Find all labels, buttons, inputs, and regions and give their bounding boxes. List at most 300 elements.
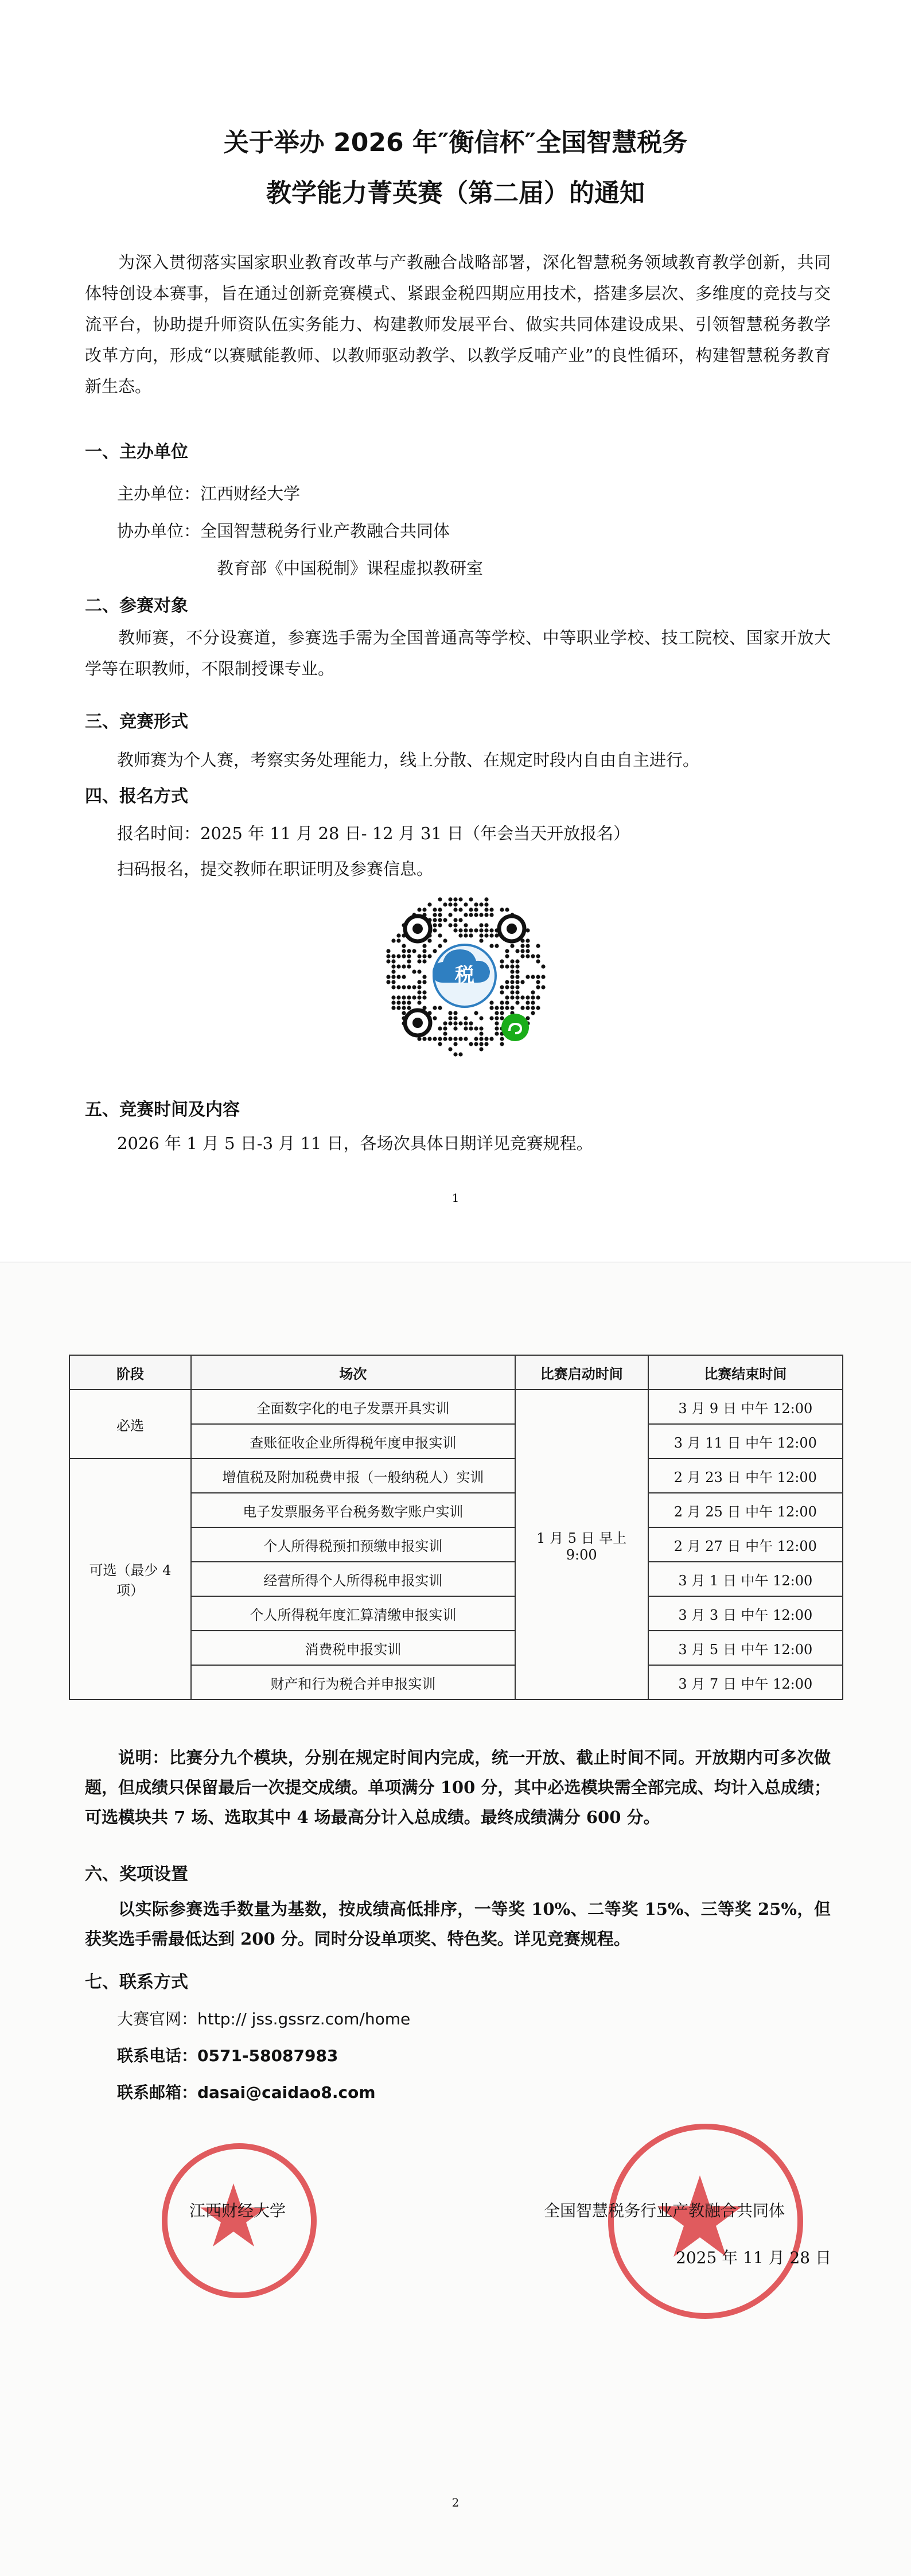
contact-website[interactable]: 大赛官网：http:// jss.gssrz.com/home xyxy=(117,2009,411,2028)
qr-dot xyxy=(484,902,488,906)
session-name: 查账征收企业所得税年度申报实训 xyxy=(191,1424,515,1458)
qr-dot xyxy=(396,995,400,999)
qr-dot xyxy=(464,1016,468,1020)
co-host-unit-1: 协办单位：全国智慧税务行业产教融合共同体 xyxy=(117,521,450,541)
qr-dot xyxy=(474,928,478,932)
section-2-text: 教师赛，不分设赛道，参赛选手需为全国普通高等学校、中等职业学校、技工院校、国家开放大学等在职教师，不限制授课专业。 xyxy=(85,628,831,678)
header-stage: 阶段 xyxy=(69,1355,191,1390)
qr-dot xyxy=(510,1006,514,1010)
qr-dot xyxy=(531,1006,535,1010)
qr-dot xyxy=(464,913,468,917)
section-5-heading: 五、竞赛时间及内容 xyxy=(85,1100,240,1120)
qr-dot xyxy=(541,964,545,968)
qr-dot xyxy=(422,1037,426,1041)
qr-dot xyxy=(433,949,437,953)
qr-dot xyxy=(458,928,462,932)
qr-dot xyxy=(541,985,545,989)
qr-dot xyxy=(412,985,416,989)
qr-dot xyxy=(417,959,421,963)
qr-dot xyxy=(510,990,514,994)
qr-dot xyxy=(515,975,519,979)
qr-dot xyxy=(438,1026,442,1030)
session-name: 财产和行为税合并申报实训 xyxy=(191,1665,515,1700)
qr-dot xyxy=(407,1000,411,1004)
qr-dot xyxy=(433,907,437,911)
qr-dot xyxy=(484,1042,488,1046)
qr-dot xyxy=(515,985,519,989)
qr-dot xyxy=(402,1006,406,1010)
qr-dot xyxy=(453,902,457,906)
qr-dot xyxy=(402,949,406,953)
qr-dot xyxy=(448,1047,452,1051)
qr-dot xyxy=(515,995,519,999)
qr-dot xyxy=(458,1021,462,1025)
qr-dot xyxy=(479,1037,483,1041)
qr-dot xyxy=(500,907,504,911)
co-host-unit-2: 教育部《中国税制》课程虚拟教研室 xyxy=(217,558,484,578)
qr-dot xyxy=(448,1016,452,1020)
qr-dot xyxy=(433,1037,437,1041)
qr-dot xyxy=(464,923,468,927)
qr-dot xyxy=(536,954,540,958)
qr-dot xyxy=(464,1037,468,1041)
qr-dot xyxy=(520,980,524,984)
header-end-time: 比赛结束时间 xyxy=(648,1355,843,1390)
qr-dot xyxy=(417,985,421,989)
qr-dot xyxy=(520,1006,524,1010)
qr-dot xyxy=(453,928,457,932)
qr-dot xyxy=(448,1021,452,1025)
qr-dot xyxy=(433,918,437,922)
qr-dot xyxy=(458,897,462,901)
qr-dot xyxy=(448,1037,452,1041)
qr-dot xyxy=(391,980,395,984)
qr-dot xyxy=(520,949,524,953)
qr-dot xyxy=(484,897,488,901)
qr-dot xyxy=(510,944,514,948)
qr-dot xyxy=(402,985,406,989)
qr-dot xyxy=(479,1042,483,1046)
qr-dot xyxy=(525,949,530,953)
qr-dot xyxy=(438,1037,442,1041)
section-3-text: 教师赛为个人赛，考察实务处理能力，线上分散、在规定时段内自由自主进行。 xyxy=(117,750,700,770)
qr-dot xyxy=(443,902,447,906)
qr-dot xyxy=(391,938,395,942)
qr-dot xyxy=(402,1000,406,1004)
session-name: 消费税申报实训 xyxy=(191,1631,515,1665)
signature-org-2: 全国智慧税务行业产教融合共同体 xyxy=(544,2201,785,2220)
qr-dot xyxy=(515,949,519,953)
qr-dot xyxy=(505,985,509,989)
qr-dot xyxy=(536,1006,540,1010)
qr-dot xyxy=(479,913,483,917)
qr-dot xyxy=(391,985,395,989)
qr-dot xyxy=(474,902,478,906)
qr-dot xyxy=(464,928,468,932)
qr-dot xyxy=(536,944,540,948)
page-1 xyxy=(0,0,911,1263)
qr-dot xyxy=(500,1011,504,1015)
qr-dot xyxy=(536,959,540,963)
qr-dot xyxy=(386,949,390,953)
qr-dot xyxy=(469,928,473,932)
qr-dot xyxy=(500,1016,504,1020)
qr-dot xyxy=(458,1052,462,1056)
qr-dot xyxy=(453,918,457,922)
qr-dot xyxy=(402,975,406,979)
qr-dot xyxy=(396,1006,400,1010)
qr-dot xyxy=(386,954,390,958)
qr-dot xyxy=(489,1000,493,1004)
qr-dot xyxy=(505,949,509,953)
qr-dot xyxy=(391,969,395,973)
qr-dot xyxy=(396,964,400,968)
qr-dot xyxy=(505,980,509,984)
end-time: 3 月 5 日 中午 12:00 xyxy=(648,1631,843,1665)
header-session: 场次 xyxy=(191,1355,515,1390)
signature-date: 2025 年 11 月 28 日 xyxy=(676,2248,832,2267)
section-6-text: 以实际参赛选手数量为基数，按成绩高低排序，一等奖 10%、二等奖 15%、三等奖 25%，但获奖选手需最低达到 200 分。同时分设单项奖、特色奖。详见竞赛规程。 xyxy=(85,1899,831,1949)
qr-dot xyxy=(453,1016,457,1020)
table-row xyxy=(69,1458,843,1493)
qr-dot xyxy=(443,1037,447,1041)
section-2-heading: 二、参赛对象 xyxy=(85,596,188,616)
qr-dot xyxy=(453,1021,457,1025)
qr-dot xyxy=(536,995,540,999)
qr-dot xyxy=(510,964,514,968)
qr-dot xyxy=(495,944,499,948)
session-name: 个人所得税预扣预缴申报实训 xyxy=(191,1527,515,1562)
signature-org-1: 江西财经大学 xyxy=(189,2201,286,2220)
qr-dot xyxy=(438,923,442,927)
qr-dot xyxy=(438,913,442,917)
qr-dot xyxy=(391,1000,395,1004)
qr-dot xyxy=(453,923,457,927)
qr-dot xyxy=(505,1006,509,1010)
qr-dot xyxy=(422,907,426,911)
qr-dot xyxy=(500,959,504,963)
qr-dot xyxy=(464,1026,468,1030)
qr-dot xyxy=(422,990,426,994)
qr-dot xyxy=(453,907,457,911)
qr-dot xyxy=(396,975,400,979)
qr-dot xyxy=(505,954,509,958)
qr-dot xyxy=(412,995,416,999)
session-name: 电子发票服务平台税务数字账户实训 xyxy=(191,1493,515,1527)
scoring-note: 说明：比赛分九个模块，分别在规定时间内完成，统一开放、截止时间不同。开放期内可多次做题，但成绩只保留最后一次提交成绩。单项满分 100 分，其中必选模块需全部完成、均计入总成绩；可选模块共 7 场、选取其中 4 场最高分计入总成绩。最终成绩满分 600 分。 xyxy=(85,1748,831,1827)
qr-dot xyxy=(422,995,426,999)
qr-dot xyxy=(422,949,426,953)
qr-dot xyxy=(417,1000,421,1004)
qr-dot xyxy=(484,913,488,917)
qr-dot xyxy=(407,985,411,989)
stage-optional: 可选（最少 4 项） xyxy=(69,1458,191,1700)
qr-dot xyxy=(495,1016,499,1020)
qr-dot xyxy=(407,964,411,968)
qr-dot xyxy=(474,1026,478,1030)
qr-finder-core xyxy=(507,924,517,934)
qr-dot xyxy=(484,907,488,911)
qr-dot xyxy=(438,1042,442,1046)
qr-dot xyxy=(510,959,514,963)
title-line-1: 关于举办 2026 年″衡信杯″全国智慧税务 xyxy=(223,128,688,157)
qr-finder-core xyxy=(412,1018,423,1028)
qr-dot xyxy=(500,1000,504,1004)
qr-dot xyxy=(443,1031,447,1035)
section-3-heading: 三、竞赛形式 xyxy=(85,712,188,732)
qr-dot xyxy=(515,959,519,963)
qr-dot xyxy=(417,990,421,994)
end-time: 2 月 27 日 中午 12:00 xyxy=(648,1527,843,1562)
qr-dot xyxy=(458,933,462,937)
qr-dot xyxy=(484,1037,488,1041)
qr-dot xyxy=(433,1006,437,1010)
section-5-text: 2026 年 1 月 5 日-3 月 11 日，各场次具体日期详见竞赛规程。 xyxy=(117,1134,593,1153)
qr-dot xyxy=(536,985,540,989)
qr-dot xyxy=(515,1000,519,1004)
qr-dot xyxy=(531,1000,535,1004)
qr-dot xyxy=(433,923,437,927)
qr-dot xyxy=(396,938,400,942)
qr-dot xyxy=(510,985,514,989)
qr-dot xyxy=(391,975,395,979)
qr-dot xyxy=(391,959,395,963)
qr-dot xyxy=(391,1006,395,1010)
section-4-heading: 四、报名方式 xyxy=(85,786,188,806)
seal-community xyxy=(608,2124,803,2319)
section-7-heading: 七、联系方式 xyxy=(85,1972,188,1992)
qr-dot xyxy=(417,954,421,958)
qr-dot xyxy=(402,944,406,948)
qr-dot xyxy=(479,1031,483,1035)
qr-dot xyxy=(402,995,406,999)
qr-dot xyxy=(448,897,452,901)
qr-dot xyxy=(396,1000,400,1004)
qr-dot xyxy=(386,975,390,979)
page-number-1: 1 xyxy=(451,1191,460,1205)
qr-dot xyxy=(453,897,457,901)
qr-dot xyxy=(515,964,519,968)
qr-dot xyxy=(422,944,426,948)
qr-dot xyxy=(536,975,540,979)
qr-dot xyxy=(438,944,442,948)
qr-dot xyxy=(479,1016,483,1020)
qr-dot xyxy=(396,954,400,958)
qr-dot xyxy=(515,969,519,973)
mini-program-icon xyxy=(501,1014,529,1041)
qr-dot xyxy=(402,964,406,968)
end-time: 2 月 25 日 中午 12:00 xyxy=(648,1493,843,1527)
qr-dot xyxy=(510,980,514,984)
session-name: 经营所得个人所得税申报实训 xyxy=(191,1562,515,1596)
qr-dot xyxy=(474,913,478,917)
qr-dot xyxy=(458,918,462,922)
session-name: 全面数字化的电子发票开具实训 xyxy=(191,1390,515,1424)
qr-dot xyxy=(489,907,493,911)
qr-dot xyxy=(474,907,478,911)
host-unit: 主办单位：江西财经大学 xyxy=(117,484,301,503)
qr-dot xyxy=(531,990,535,994)
qr-dot xyxy=(489,1006,493,1010)
header-start-time: 比赛启动时间 xyxy=(515,1355,648,1390)
qr-dot xyxy=(479,938,483,942)
qr-dot xyxy=(495,1021,499,1025)
qr-dot xyxy=(479,1026,483,1030)
qr-dot xyxy=(386,959,390,963)
qr-dot xyxy=(448,913,452,917)
qr-dot xyxy=(515,990,519,994)
contact-email[interactable]: 联系邮箱：dasai@caidao8.com xyxy=(117,2083,376,2102)
qr-dot xyxy=(469,1021,473,1025)
qr-dot xyxy=(474,1037,478,1041)
end-time: 3 月 3 日 中午 12:00 xyxy=(648,1596,843,1631)
qr-dot xyxy=(479,928,483,932)
qr-dot xyxy=(484,923,488,927)
qr-dot xyxy=(510,975,514,979)
qr-dot xyxy=(453,1037,457,1041)
page-number-2: 2 xyxy=(451,2496,460,2509)
qr-dot xyxy=(469,1042,473,1046)
qr-dot xyxy=(433,928,437,932)
qr-dot xyxy=(453,1052,457,1056)
qr-dot xyxy=(531,1011,535,1015)
table-header-row xyxy=(69,1355,843,1390)
stage-required: 必选 xyxy=(69,1390,191,1458)
qr-dot xyxy=(438,897,442,901)
qr-dot xyxy=(500,1037,504,1041)
qr-dot xyxy=(417,995,421,999)
qr-dot xyxy=(443,1026,447,1030)
qr-dot xyxy=(464,1021,468,1025)
qr-dot xyxy=(453,1026,457,1030)
qr-dot xyxy=(391,954,395,958)
qr-center-glyph: 税 xyxy=(455,964,474,987)
qr-dot xyxy=(525,995,530,999)
qr-dot xyxy=(396,985,400,989)
registration-instructions: 扫码报名，提交教师在职证明及参赛信息。 xyxy=(117,859,434,879)
qr-dot xyxy=(495,1031,499,1035)
qr-dot xyxy=(407,1006,411,1010)
qr-dot xyxy=(531,995,535,999)
qr-dot xyxy=(489,944,493,948)
qr-dot xyxy=(453,1042,457,1046)
start-time: 1 月 5 日 早上 9:00 xyxy=(515,1390,648,1700)
qr-dot xyxy=(438,1006,442,1010)
qr-dot xyxy=(520,944,524,948)
table-row xyxy=(69,1390,843,1424)
qr-dot xyxy=(438,933,442,937)
qr-dot xyxy=(479,902,483,906)
qr-dot xyxy=(402,954,406,958)
contact-phone: 联系电话：0571-58087983 xyxy=(117,2046,338,2065)
qr-dot xyxy=(443,938,447,942)
qr-dot xyxy=(407,995,411,999)
registration-qr-code[interactable] xyxy=(379,890,551,1062)
qr-dot xyxy=(469,1026,473,1030)
end-time: 3 月 7 日 中午 12:00 xyxy=(648,1665,843,1700)
qr-dot xyxy=(448,902,452,906)
qr-dot xyxy=(422,980,426,984)
qr-dot xyxy=(500,964,504,968)
qr-dot xyxy=(427,954,431,958)
qr-dot xyxy=(407,959,411,963)
qr-dot xyxy=(469,907,473,911)
qr-dot xyxy=(417,980,421,984)
qr-dot xyxy=(531,975,535,979)
qr-dot xyxy=(474,1011,478,1015)
qr-dot xyxy=(484,933,488,937)
qr-dot xyxy=(500,990,504,994)
qr-dot xyxy=(412,969,416,973)
qr-dot xyxy=(520,995,524,999)
registration-time: 报名时间：2025 年 11 月 28 日- 12 月 31 日（年会当天开放报名） xyxy=(117,824,630,843)
qr-dot xyxy=(489,928,493,932)
qr-dot xyxy=(438,907,442,911)
qr-dot xyxy=(525,944,530,948)
qr-dot xyxy=(510,995,514,999)
qr-dot xyxy=(525,1000,530,1004)
qr-dot xyxy=(412,949,416,953)
qr-dot xyxy=(391,964,395,968)
qr-dot xyxy=(427,1037,431,1041)
qr-dot xyxy=(458,1037,462,1041)
page-2 xyxy=(0,1263,911,2576)
qr-dot xyxy=(433,1016,437,1020)
qr-dot xyxy=(443,918,447,922)
qr-dot xyxy=(495,1011,499,1015)
qr-dot xyxy=(402,1011,406,1015)
qr-dot xyxy=(489,913,493,917)
qr-dot xyxy=(469,913,473,917)
qr-dot xyxy=(427,902,431,906)
qr-dot xyxy=(489,1016,493,1020)
qr-dot xyxy=(427,938,431,942)
qr-dot xyxy=(448,923,452,927)
qr-dot xyxy=(422,975,426,979)
qr-dot xyxy=(443,1021,447,1025)
qr-dot xyxy=(520,954,524,958)
qr-dot xyxy=(505,964,509,968)
qr-finder-core xyxy=(412,924,423,934)
qr-dot xyxy=(453,1011,457,1015)
qr-dot xyxy=(407,949,411,953)
qr-dot xyxy=(484,928,488,932)
qr-dot xyxy=(541,975,545,979)
session-name: 个人所得税年度汇算清缴申报实训 xyxy=(191,1596,515,1631)
schedule-table xyxy=(69,1355,843,1700)
end-time: 3 月 1 日 中午 12:00 xyxy=(648,1562,843,1596)
qr-dot xyxy=(525,938,530,942)
qr-dot xyxy=(479,933,483,937)
qr-dot xyxy=(407,954,411,958)
qr-dot xyxy=(417,907,421,911)
qr-dot xyxy=(464,902,468,906)
qr-dot xyxy=(500,1042,504,1046)
qr-dot xyxy=(469,933,473,937)
qr-dot xyxy=(448,1011,452,1015)
qr-dot xyxy=(525,975,530,979)
qr-dot xyxy=(479,923,483,927)
qr-dot xyxy=(479,1047,483,1051)
qr-dot xyxy=(531,954,535,958)
end-time: 2 月 23 日 中午 12:00 xyxy=(648,1458,843,1493)
qr-dot xyxy=(464,933,468,937)
section-6-heading: 六、奖项设置 xyxy=(85,1864,188,1884)
end-time: 3 月 11 日 中午 12:00 xyxy=(648,1424,843,1458)
qr-dot xyxy=(489,1037,493,1041)
intro-paragraph: 为深入贯彻落实国家职业教育改革与产教融合战略部署，深化智慧税务领域教育教学创新，共同体特创设本赛事，旨在通过创新竞赛模式、紧跟金税四期应用技术，搭建多层次、多维度的竞技与交流平台，协助提升师资队伍实务能力、构建教师发展平台、做实共同体建设成果、引领智慧税务教学改革方向，形成“以赛赋能教师、以教师驱动教学、以教学反哺产业”的良性循环，构建智慧税务教育新生态。 xyxy=(85,253,831,396)
qr-dot xyxy=(396,933,400,937)
